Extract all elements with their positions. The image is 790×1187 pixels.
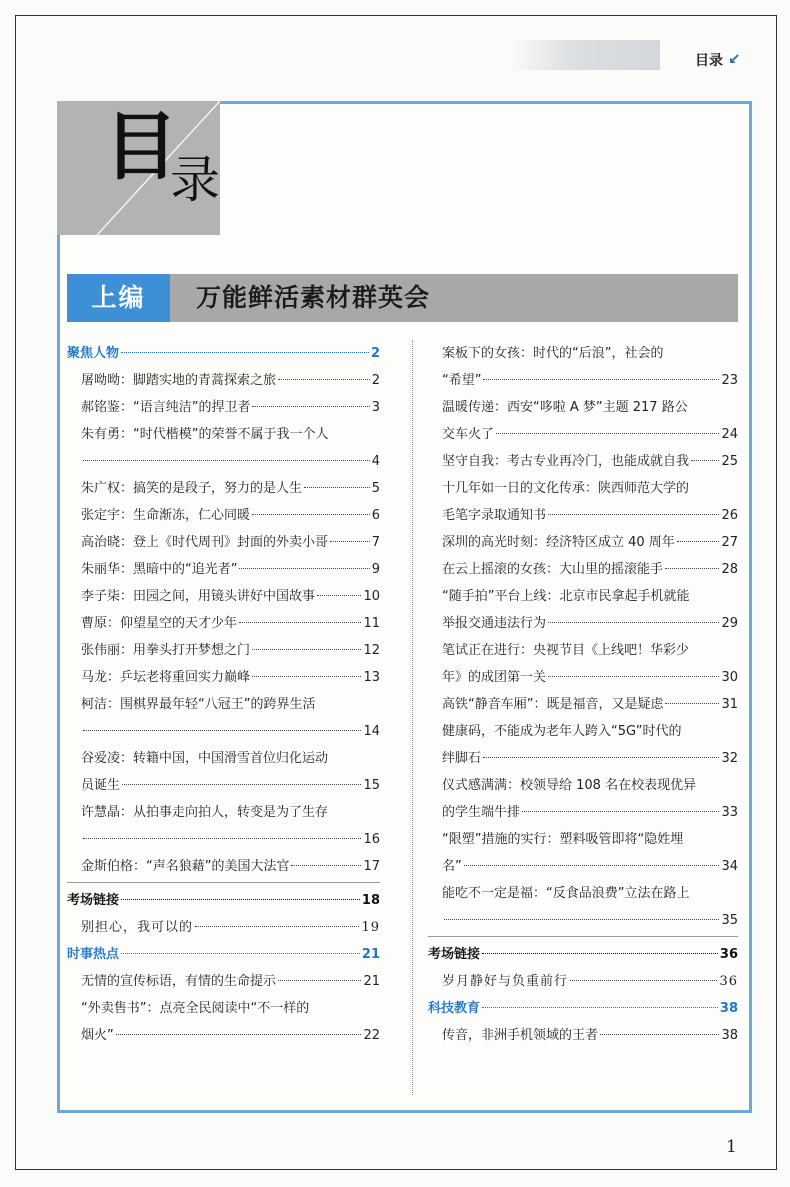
page-ref: 30 <box>721 670 738 685</box>
toc-entry[interactable] <box>428 968 738 995</box>
toc-entry-title: 郝铭鉴：“语言纯洁”的捍卫者 <box>81 400 251 415</box>
page-ref: 13 <box>363 670 380 685</box>
page-ref: 12 <box>363 643 380 658</box>
page-ref: 14 <box>363 724 380 739</box>
toc-entry-title: 谷爱凌：转籍中国，中国滑雪首位归化运动 <box>81 751 329 766</box>
toc-entry-line <box>442 772 738 799</box>
page-ref: 31 <box>721 697 738 712</box>
part-title <box>170 274 738 322</box>
page-ref: 34 <box>721 859 738 874</box>
toc-entry-title: 烟火” <box>81 1028 114 1043</box>
page-ref: 35 <box>721 913 738 928</box>
page-ref: 28 <box>721 562 738 577</box>
toc-entry-title: 岁月静好与负重前行 <box>442 974 569 989</box>
leader-dots <box>252 649 361 650</box>
toc-entry[interactable] <box>428 826 738 880</box>
page-ref: 15 <box>363 778 380 793</box>
toc-entry[interactable] <box>428 880 738 934</box>
toc-entry[interactable] <box>67 914 380 941</box>
leader-dots <box>252 676 361 677</box>
toc-entry[interactable] <box>67 691 380 745</box>
toc-entry-line <box>442 853 738 880</box>
toc-entry-title: 深圳的高光时刻：经济特区成立 40 周年 <box>442 535 675 550</box>
leader-dots <box>239 568 369 569</box>
section-heading <box>67 941 380 968</box>
toc-entry[interactable] <box>428 718 738 772</box>
toc-entry-title: 马龙：乒坛老将重回实力巅峰 <box>81 670 251 685</box>
toc-entry-line <box>442 502 738 529</box>
toc-entry[interactable] <box>67 421 380 475</box>
toc-entry-line <box>442 394 738 421</box>
toc-entry-title: 仪式感满满：校领导给 108 名在校表现优异 <box>442 778 697 793</box>
leader-dots <box>122 784 361 785</box>
page-ref: 11 <box>363 616 380 631</box>
toc-entry-line <box>442 1022 738 1049</box>
toc-entry-line <box>81 394 380 421</box>
leader-dots <box>278 980 361 981</box>
leader-dots <box>121 899 360 900</box>
toc-entry-line <box>81 556 380 583</box>
section-heading <box>428 995 738 1022</box>
toc-entry[interactable] <box>67 664 380 691</box>
leader-dots <box>665 568 719 569</box>
toc-entry-title: 坚守自我：考古专业再冷门，也能成就自我 <box>442 454 690 469</box>
toc-entry-line <box>442 799 738 826</box>
leader-dots <box>677 541 720 542</box>
toc-entry-line <box>81 664 380 691</box>
toc-entry-title: 朱丽华：黑暗中的“追光者” <box>81 562 238 577</box>
page-ref: 2 <box>371 373 380 388</box>
part-title-text: 万能鲜活素材群英会 <box>196 283 431 312</box>
toc-entry-title: 毛笔字录取通知书 <box>442 508 547 523</box>
toc-entry[interactable] <box>67 475 380 502</box>
page-ref: 17 <box>363 859 380 874</box>
toc-entry-line <box>442 583 738 610</box>
page-ref: 26 <box>721 508 738 523</box>
page-ref: 16 <box>363 832 380 847</box>
title-char-1: 目 <box>104 104 178 190</box>
toc-entry-title: 曹原：仰望星空的天才少年 <box>81 616 238 631</box>
page-ref: 4 <box>371 454 380 469</box>
toc-entry-title: 案板下的女孩：时代的“后浪”，社会的 <box>442 346 664 361</box>
page-ref: 21 <box>363 974 380 989</box>
toc-entry[interactable] <box>428 772 738 826</box>
leader-dots <box>548 514 719 515</box>
leader-dots <box>83 730 361 731</box>
leader-dots <box>665 703 719 704</box>
toc-entry-title: 别担心，我可以的 <box>81 920 194 935</box>
toc-entry-line <box>81 367 380 394</box>
toc-entry-line <box>81 1022 380 1049</box>
toc-entry-line <box>81 502 380 529</box>
toc-entry-line <box>81 853 380 880</box>
leader-dots <box>317 595 361 596</box>
section-heading <box>67 887 380 914</box>
toc-entry[interactable] <box>428 637 738 691</box>
toc-entry-line <box>81 995 380 1022</box>
leader-dots <box>239 622 361 623</box>
left-column <box>67 340 380 1049</box>
toc-entry[interactable] <box>67 610 380 637</box>
toc-entry-title: 金斯伯格：“声名狼藉”的美国大法官 <box>81 859 290 874</box>
page-ref: 24 <box>721 427 738 442</box>
toc-entry-line <box>81 799 380 826</box>
toc-entry[interactable] <box>67 583 380 610</box>
leader-dots <box>252 406 369 407</box>
toc-entry[interactable] <box>67 502 380 529</box>
leader-dots <box>83 460 370 461</box>
leader-dots <box>304 487 370 488</box>
toc-entry[interactable] <box>428 340 738 394</box>
toc-entry-title: 传音，非洲手机领域的王者 <box>442 1028 599 1043</box>
page-ref: 27 <box>721 535 738 550</box>
section-heading <box>67 340 380 367</box>
toc-entry-title: 高治晓：登上《时代周刊》封面的外卖小哥 <box>81 535 329 550</box>
leader-dots <box>691 460 719 461</box>
toc-entry-line <box>442 664 738 691</box>
running-header: 目录 <box>695 53 723 69</box>
page-ref: 6 <box>371 508 380 523</box>
part-label <box>67 274 170 322</box>
toc-entry-title: 温暖传递：西安“哆啦 A 梦”主题 217 路公 <box>442 400 688 415</box>
toc-entry[interactable] <box>428 1022 738 1049</box>
leader-dots <box>121 352 369 353</box>
toc-entry-line <box>81 475 380 502</box>
section-title: 考场链接 <box>67 893 120 908</box>
toc-entry-title: 屠呦呦：脚踏实地的青蒿探索之旅 <box>81 373 277 388</box>
page-number: 1 <box>726 1137 737 1157</box>
toc-entry-title: 张伟丽：用拳头打开梦想之门 <box>81 643 251 658</box>
page-ref: 38 <box>719 1001 738 1016</box>
toc-entry[interactable] <box>67 637 380 664</box>
toc-entry-title: 在云上摇滚的女孩：大山里的摇滚能手 <box>442 562 664 577</box>
page-ref: 21 <box>361 947 380 962</box>
leader-dots <box>483 757 719 758</box>
toc-entry-line <box>442 448 738 475</box>
toc-entry-title: 朱广权：搞笑的是段子，努力的是人生 <box>81 481 303 496</box>
toc-entry-title: 柯洁：围棋界最年轻“八冠王”的跨界生活 <box>81 697 316 712</box>
page-ref: 38 <box>721 1028 738 1043</box>
toc-entry-title: 许慧晶：从拍事走向拍人，转变是为了生存 <box>81 805 329 820</box>
toc-entry[interactable] <box>428 448 738 475</box>
toc-entry[interactable] <box>67 853 380 880</box>
page-ref: 36 <box>719 947 738 962</box>
toc-entry-line <box>442 826 738 853</box>
toc-entry[interactable] <box>67 394 380 421</box>
toc-entry[interactable] <box>67 745 380 799</box>
leader-dots <box>548 622 719 623</box>
toc-entry-line <box>81 610 380 637</box>
section-heading <box>428 941 738 968</box>
leader-dots <box>195 926 359 927</box>
leader-dots <box>522 811 719 812</box>
section-title: 科技教育 <box>428 1001 481 1016</box>
leader-dots <box>464 865 720 866</box>
toc-entry-line <box>81 826 380 853</box>
leader-dots <box>482 953 718 954</box>
toc-entry-title: 员诞生 <box>81 778 121 793</box>
toc-entry-title: 朱有勇：“时代楷模”的荣誉不属于我一个人 <box>81 427 329 442</box>
toc-entry[interactable] <box>428 556 738 583</box>
leader-dots <box>482 1007 718 1008</box>
leader-dots <box>83 838 361 839</box>
leader-dots <box>548 676 719 677</box>
leader-dots <box>116 1034 362 1035</box>
page-ref: 10 <box>363 589 380 604</box>
leader-dots <box>496 433 719 434</box>
toc-entry[interactable] <box>428 475 738 529</box>
page-ref: 33 <box>721 805 738 820</box>
toc-entry-line <box>442 340 738 367</box>
leader-dots <box>121 953 360 954</box>
toc-entry[interactable] <box>67 556 380 583</box>
toc-entry[interactable] <box>428 529 738 556</box>
leader-dots <box>483 379 719 380</box>
toc-entry-title: 年》的成团第一关 <box>442 670 547 685</box>
toc-entry-line <box>442 880 738 907</box>
toc-entry-title: 无情的宣传标语，有情的生命提示 <box>81 974 277 989</box>
toc-entry-title: “希望” <box>442 373 482 388</box>
arrow-down-left-icon: ↙ <box>728 50 741 68</box>
toc-entry-title: 李子柒：田园之间，用镜头讲好中国故事 <box>81 589 316 604</box>
leader-dots <box>291 865 361 866</box>
toc-entry-line <box>81 637 380 664</box>
toc-entry-line <box>442 968 738 995</box>
toc-entry-line <box>442 421 738 448</box>
toc-entry[interactable] <box>67 995 380 1049</box>
leader-dots <box>278 379 370 380</box>
page-ref: 25 <box>721 454 738 469</box>
toc-entry-title: 交车火了 <box>442 427 495 442</box>
toc-entry-line <box>81 718 380 745</box>
toc-entry-title: 举报交通违法行为 <box>442 616 547 631</box>
column-divider <box>412 340 413 1095</box>
toc-entry-title: 高铁“静音车厢”：既是福音，又是疑虑 <box>442 697 664 712</box>
toc-entry-line <box>442 556 738 583</box>
toc-entry-title: 张定宇：生命渐冻，仁心同暖 <box>81 508 251 523</box>
toc-entry[interactable] <box>428 394 738 448</box>
toc-entry-title: 健康码，不能成为老年人跨入“5G”时代的 <box>442 724 682 739</box>
page-ref: 2 <box>370 346 380 361</box>
leader-dots <box>444 919 719 920</box>
header-decoration <box>510 40 660 70</box>
page-ref: 19 <box>361 920 380 935</box>
section-rule <box>67 882 380 883</box>
toc-entry-line <box>81 583 380 610</box>
section-title: 聚焦人物 <box>67 346 120 361</box>
toc-entry[interactable] <box>428 691 738 718</box>
toc-entry-line <box>81 421 380 448</box>
toc-entry-line <box>81 691 380 718</box>
toc-entry-line <box>81 772 380 799</box>
toc-entry-title: 十几年如一日的文化传承：陕西师范大学的 <box>442 481 690 496</box>
section-rule <box>428 936 738 937</box>
leader-dots <box>600 1034 719 1035</box>
toc-entry-line <box>81 448 380 475</box>
toc-entry-line <box>81 529 380 556</box>
toc-entry-title: 绊脚石 <box>442 751 482 766</box>
toc-entry-line <box>81 968 380 995</box>
title-char-2: 录 <box>170 151 220 209</box>
page-ref: 7 <box>371 535 380 550</box>
toc-entry-line <box>81 745 380 772</box>
toc-entry-line <box>442 691 738 718</box>
toc-entry-title: 名” <box>442 859 462 874</box>
toc-entry[interactable] <box>67 367 380 394</box>
toc-entry-title: “限塑”措施的实行：塑料吸管即将“隐姓埋 <box>442 832 684 847</box>
toc-entry[interactable] <box>67 529 380 556</box>
page-ref: 36 <box>719 974 738 989</box>
toc-entry-title: 的学生端牛排 <box>442 805 521 820</box>
page-ref: 23 <box>721 373 738 388</box>
toc-entry[interactable] <box>67 968 380 995</box>
leader-dots <box>330 541 370 542</box>
toc-entry-title: 笔试正在进行：央视节目《上线吧！华彩少 <box>442 643 690 658</box>
leader-dots <box>570 980 717 981</box>
page-ref: 32 <box>721 751 738 766</box>
page-ref: 5 <box>371 481 380 496</box>
toc-entry-title: 能吃不一定是福：“反食品浪费”立法在路上 <box>442 886 690 901</box>
toc-entry-line <box>442 745 738 772</box>
page-ref: 22 <box>363 1028 380 1043</box>
page-ref: 9 <box>371 562 380 577</box>
part-label-text: 上编 <box>91 283 146 312</box>
leader-dots <box>252 514 370 515</box>
toc-entry-line <box>81 914 380 941</box>
toc-entry-line <box>442 610 738 637</box>
toc-entry[interactable] <box>428 583 738 637</box>
toc-entry-line <box>442 637 738 664</box>
toc-entry-line <box>442 907 738 934</box>
toc-entry-line <box>442 367 738 394</box>
toc-entry-title: “外卖售书”：点亮全民阅读中“不一样的 <box>81 1001 310 1016</box>
right-column <box>428 340 738 1049</box>
section-title: 考场链接 <box>428 947 481 962</box>
toc-entry-line <box>442 529 738 556</box>
toc-entry-title: “随手拍”平台上线：北京市民拿起手机就能 <box>442 589 690 604</box>
page-ref: 29 <box>721 616 738 631</box>
section-title: 时事热点 <box>67 947 120 962</box>
page-ref: 3 <box>371 400 380 415</box>
toc-entry-line <box>442 475 738 502</box>
toc-entry-line <box>442 718 738 745</box>
page-ref: 18 <box>361 893 380 908</box>
toc-entry[interactable] <box>67 799 380 853</box>
